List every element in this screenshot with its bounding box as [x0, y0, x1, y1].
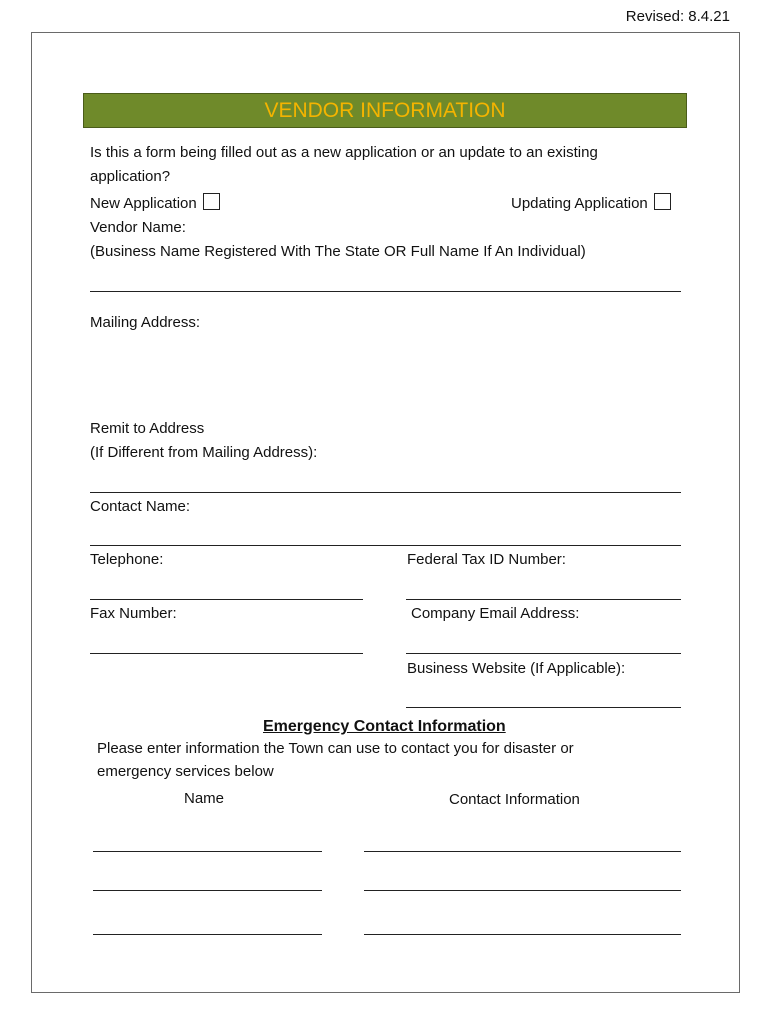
contact-name-line: [90, 545, 681, 546]
emergency-name-header: Name: [184, 790, 225, 807]
emergency-desc-line1: Please enter information the Town can use to contact you for disaster or: [97, 740, 574, 757]
business-website-label: Business Website (If Applicable):: [407, 660, 626, 677]
updating-application-option: [511, 193, 671, 212]
remit-address-note: (If Different from Mailing Address):: [90, 444, 318, 461]
application-question-line1: Is this a form being filled out as a new application or an update to an existing: [90, 144, 598, 161]
federal-tax-id-line: [406, 599, 681, 600]
emergency-name-field-2[interactable]: [93, 866, 325, 890]
emergency-name-field-1[interactable]: [93, 827, 325, 851]
business-website-line: [406, 707, 681, 708]
revised-date: Revised: 8.4.21: [625, 8, 730, 25]
new-application-checkbox[interactable]: [203, 193, 220, 210]
federal-tax-id-field[interactable]: [407, 575, 684, 599]
company-email-label: Company Email Address:: [411, 605, 580, 622]
vendor-name-note: (Business Name Registered With The State OR Full Name If An Individual): [90, 243, 586, 260]
federal-tax-id-label: Federal Tax ID Number:: [407, 551, 566, 568]
business-website-field[interactable]: [407, 684, 684, 708]
new-application-label: New Application: [90, 195, 197, 212]
company-email-field[interactable]: [407, 629, 684, 653]
emergency-desc-line2: emergency services below: [97, 763, 274, 780]
updating-application-label: Updating Application: [511, 195, 648, 212]
new-application-option: [90, 193, 220, 212]
updating-application-checkbox[interactable]: [654, 193, 671, 210]
emergency-contact-line-1: [364, 851, 681, 852]
telephone-label: Telephone:: [90, 551, 164, 568]
vendor-name-line: [90, 291, 681, 292]
telephone-field[interactable]: [90, 575, 366, 599]
fax-number-label: Fax Number:: [90, 605, 177, 622]
telephone-line: [90, 599, 363, 600]
contact-name-field[interactable]: [90, 522, 684, 546]
emergency-contact-field-3[interactable]: [364, 910, 684, 934]
application-question-line2: application?: [90, 168, 171, 185]
remit-address-field[interactable]: [90, 468, 684, 492]
fax-number-field[interactable]: [90, 629, 366, 653]
emergency-contact-line-3: [364, 934, 681, 935]
company-email-line: [406, 653, 681, 654]
emergency-name-line-3: [93, 934, 322, 935]
contact-name-label: Contact Name:: [90, 498, 191, 515]
emergency-contact-field-2[interactable]: [364, 866, 684, 890]
emergency-contact-header: Contact Information: [449, 791, 580, 808]
remit-address-label: Remit to Address: [90, 420, 205, 437]
remit-address-line: [90, 492, 681, 493]
mailing-address-field[interactable]: [90, 340, 684, 364]
emergency-name-field-3[interactable]: [93, 910, 325, 934]
vendor-name-field[interactable]: [90, 267, 684, 291]
emergency-contact-line-2: [364, 890, 681, 891]
mailing-address-label: Mailing Address:: [90, 314, 201, 331]
emergency-contact-title: Emergency Contact Information: [263, 718, 506, 735]
emergency-name-line-1: [93, 851, 322, 852]
emergency-name-line-2: [93, 890, 322, 891]
emergency-contact-field-1[interactable]: [364, 827, 684, 851]
vendor-name-label: Vendor Name:: [90, 219, 186, 236]
section-banner: VENDOR INFORMATION: [83, 93, 687, 128]
fax-number-line: [90, 653, 363, 654]
